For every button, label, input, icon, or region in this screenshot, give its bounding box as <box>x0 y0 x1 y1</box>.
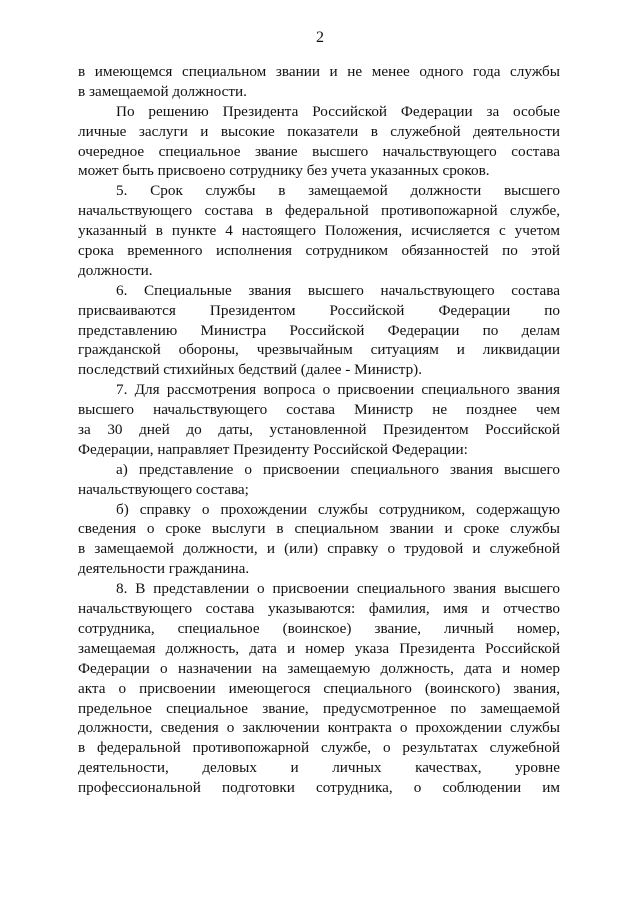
text-line: в имеющемся специальном звании и не менее одного года службы <box>78 63 560 80</box>
text-line: должности. <box>78 261 153 279</box>
text-line: личные заслуги и высокие показатели в служебной деятельности <box>78 122 560 140</box>
text-line: сведения о сроке выслуги в специальном звании и сроке службы <box>78 520 560 538</box>
text-line: б) справку о прохождении службы сотрудником, содержащую <box>116 500 560 518</box>
text-line: 6. Специальные звания высшего начальствующего состава <box>116 281 560 299</box>
text-line: в замещаемой должности. <box>78 82 247 100</box>
text-line: срока временного исполнения сотрудником обязанностей по этой <box>78 242 560 260</box>
text-line: начальствующего состава; <box>78 480 249 498</box>
text-line: в федеральной противопожарной службе, о результатах служебной <box>78 739 560 757</box>
text-line: последствий стихийных бедствий (далее - Министр). <box>78 361 423 379</box>
text-line: указанный в пункте 4 настоящего Положения, исчисляется с учетом <box>78 222 560 240</box>
text-line: должности, сведения о заключении контракта о прохождении службы <box>78 719 560 737</box>
text-line: профессиональной подготовки сотрудника, о соблюдении им <box>78 779 560 797</box>
text-line: сотрудника, специальное (воинское) звание, личный номер, <box>78 619 560 637</box>
text-line: 7. Для рассмотрения вопроса о присвоении специального звания <box>116 381 560 399</box>
text-line: акта о присвоении имеющегося специального (воинского) звания, <box>78 679 560 697</box>
text-line: 5. Срок службы в замещаемой должности высшего <box>116 182 560 200</box>
text-line: 8. В представлении о присвоении специального звания высшего <box>116 580 560 598</box>
text-line: представлению Министра Российской Федерации по делам <box>78 321 560 339</box>
text-line: Федерации о назначении на замещаемую должность, дата и номер <box>78 659 560 677</box>
text-line: Федерации, направляет Президенту Российской Федерации: <box>78 440 468 458</box>
text-line: гражданской обороны, чрезвычайным ситуациям и ликвидации <box>78 341 560 359</box>
text-line: в замещаемой должности, и (или) справку о трудовой и служебной <box>78 540 560 558</box>
text-line: предельное специальное звание, предусмотренное по замещаемой <box>78 699 560 717</box>
page-number: 2 <box>316 29 324 46</box>
text-line: начальствующего состава в федеральной противопожарной службе, <box>78 202 560 220</box>
text-line: По решению Президента Российской Федерации за особые <box>116 102 560 120</box>
text-line: высшего начальствующего состава Министр не позднее чем <box>78 401 560 419</box>
text-line: деятельности, деловых и личных качествах, уровне <box>78 759 560 777</box>
document-body <box>78 62 560 798</box>
text-line: начальствующего состава указываются: фамилия, имя и отчество <box>78 600 560 618</box>
text-line: присваиваются Президентом Российской Федерации по <box>78 301 560 319</box>
text-line: за 30 дней до даты, установленной Президентом Российской <box>78 421 560 439</box>
text-line: деятельности гражданина. <box>78 560 250 578</box>
text-line: замещаемая должность, дата и номер указа Президента Российской <box>78 639 560 657</box>
text-line: а) представление о присвоении специального звания высшего <box>116 460 560 478</box>
text-line: очередное специальное звание высшего начальствующего состава <box>78 142 560 160</box>
text-line: может быть присвоено сотруднику без учета указанных сроков. <box>78 162 490 180</box>
